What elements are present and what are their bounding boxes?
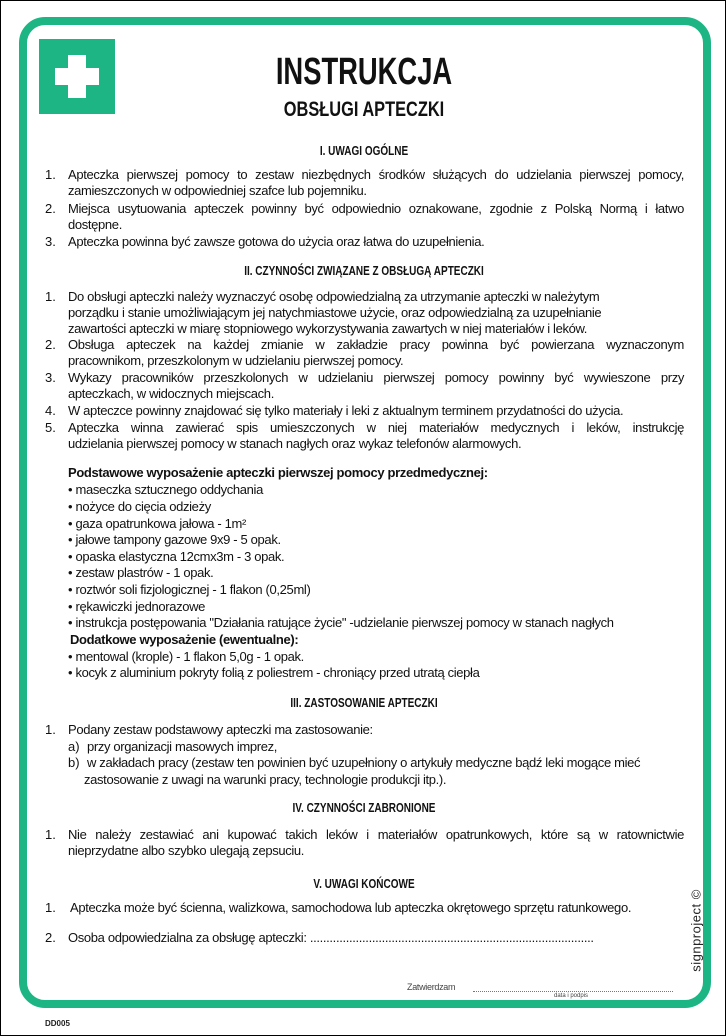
list-item: • jałowe tampony gazowe 9x9 - 5 opak. (68, 532, 281, 547)
section-heading: II. CZYNNOŚCI ZWIĄZANE Z OBSŁUGĄ APTECZKI (244, 264, 484, 278)
text-line: Apteczka może być ścienna, walizkowa, samochodowa lub apteczka okrętowego sprzętu ratunkowego. (70, 900, 632, 915)
item-number: 3. (45, 370, 56, 385)
text-line: Wykazy pracowników przeszkolonych w udzielaniu pierwszej pomocy powinny być wywieszone przy (68, 370, 684, 385)
section-heading: I. UWAGI OGÓLNE (319, 144, 409, 158)
text-line: Obsługa apteczek na każdej zmianie w zakładzie pracy powinna być powierzana wyznaczonym (68, 337, 684, 352)
list-item: • opaska elastyczna 12cmx3m - 3 opak. (68, 549, 285, 564)
list-item: • zestaw plastrów - 1 opak. (68, 565, 214, 580)
text-line: Apteczka winna zawierać spis umieszczonych w niej materiałów medycznych i leków, instrukcję (68, 420, 684, 435)
list-item: • roztwór soli fizjologicznej - 1 flakon (0,25ml) (68, 582, 311, 597)
text-line: Do obsługi apteczki należy wyznaczyć osobę odpowiedzialną za utrzymanie apteczki w należytym (68, 289, 600, 304)
text-line: dostępne. (68, 217, 122, 232)
text-line: apteczkach, w widocznych miejscach. (68, 386, 274, 401)
text-line: Apteczka pierwszej pomocy to zestaw niezbędnych środków służących do udzielania pierwszej pomocy, (68, 167, 684, 182)
section-heading: IV. CZYNNOŚCI ZABRONIONE (292, 801, 436, 815)
sub-label: a) (68, 739, 80, 754)
page-title: INSTRUKCJA (275, 51, 453, 93)
list-item: • instrukcja postępowania "Działania ratujące życie" -udzielanie pierwszej pomocy w stanach nagłych (68, 615, 614, 630)
brand-mark: signproject © (688, 889, 704, 972)
section-heading: III. ZASTOSOWANIE APTECZKI (290, 696, 438, 710)
item-number: 5. (45, 420, 56, 435)
item-number: 2. (45, 337, 56, 352)
signature-caption: data i podpis (554, 993, 589, 999)
item-number: 3. (45, 234, 56, 249)
item-number: 4. (45, 403, 56, 418)
list-item: • nożyce do cięcia odzieży (68, 499, 211, 514)
text-line: Apteczka powinna być zawsze gotowa do użycia oraz łatwa do uzupełnienia. (68, 234, 485, 249)
text-line: Miejsca usytuowania apteczek powinny być odpowiednio oznakowane, zgodnie z Polską Normą i łatwo (68, 201, 684, 216)
extra-equipment-heading: Dodatkowe wyposażenie (ewentualne): (70, 632, 299, 647)
list-item: • gaza opatrunkowa jałowa - 1m² (68, 516, 246, 531)
text-line: zamieszczonych w odpowiedniej szafce lub pojemniku. (68, 183, 367, 198)
basic-equipment-heading: Podstawowe wyposażenie apteczki pierwszej pomocy przedmedycznej: (68, 465, 488, 480)
sub-label: b) (68, 755, 80, 770)
text-line: porządku i stanie umożliwiającym jej natychmiastowe użycie, oraz odpowiedzialną za uzupełnianie (68, 305, 602, 320)
approval-label: Zatwierdzam (407, 982, 456, 992)
section-heading: V. UWAGI KOŃCOWE (313, 877, 415, 891)
product-code: DD005 (45, 1019, 70, 1028)
item-number: 1. (45, 900, 56, 915)
list-item: • maseczka sztucznego oddychania (68, 482, 263, 497)
item-number: 1. (45, 722, 56, 737)
text-line: zastosowanie z uwagi na warunki pracy, technologie produkcji itp.). (84, 772, 447, 787)
list-item: • mentowal (krople) - 1 flakon 5,0g - 1 opak. (68, 649, 304, 664)
text-line: pracownikom, przeszkolonym w udzielaniu pierwszej pomocy. (68, 353, 404, 368)
item-number: 1. (45, 827, 56, 842)
text-line: udzielania pierwszej pomocy w stanach nagłych oraz wykaz telefonów alarmowych. (68, 436, 522, 451)
signature-line (473, 991, 673, 992)
list-item: • kocyk z aluminium pokryty folią z poliestrem - chroniący przed utratą ciepła (68, 665, 480, 680)
text-line: nieprzydatne albo szybko ulegają zepsuciu. (68, 843, 305, 858)
item-number: 2. (45, 930, 56, 945)
list-item: • rękawiczki jednorazowe (68, 599, 206, 614)
text-line: W apteczce powinny znajdować się tylko materiały i leki z aktualnym terminem przydatności do użycia. (68, 403, 624, 418)
item-number: 1. (45, 289, 56, 304)
item-number: 1. (45, 167, 56, 182)
text-line: w zakładach pracy (zestaw ten powinien być uzupełniony o artykuły medyczne bądź leki mogące mieć (87, 755, 641, 770)
page-subtitle: OBSŁUGI APTECZKI (283, 98, 445, 121)
responsible-person-field: Osoba odpowiedzialna za obsługę apteczki: ....................................................................................... (68, 930, 594, 945)
text-line: Nie należy zestawiać ani kupować takich leków i materiałów opatrunkowych, które są w ratownictwie (68, 827, 684, 842)
text-line: zawartości apteczki w miarę stopniowego wykorzystywania zawartych w niej materiałów i leków. (68, 321, 588, 336)
text-line: przy organizacji masowych imprez, (87, 739, 278, 754)
text-line: Podany zestaw podstawowy apteczki ma zastosowanie: (68, 722, 373, 737)
item-number: 2. (45, 201, 56, 216)
